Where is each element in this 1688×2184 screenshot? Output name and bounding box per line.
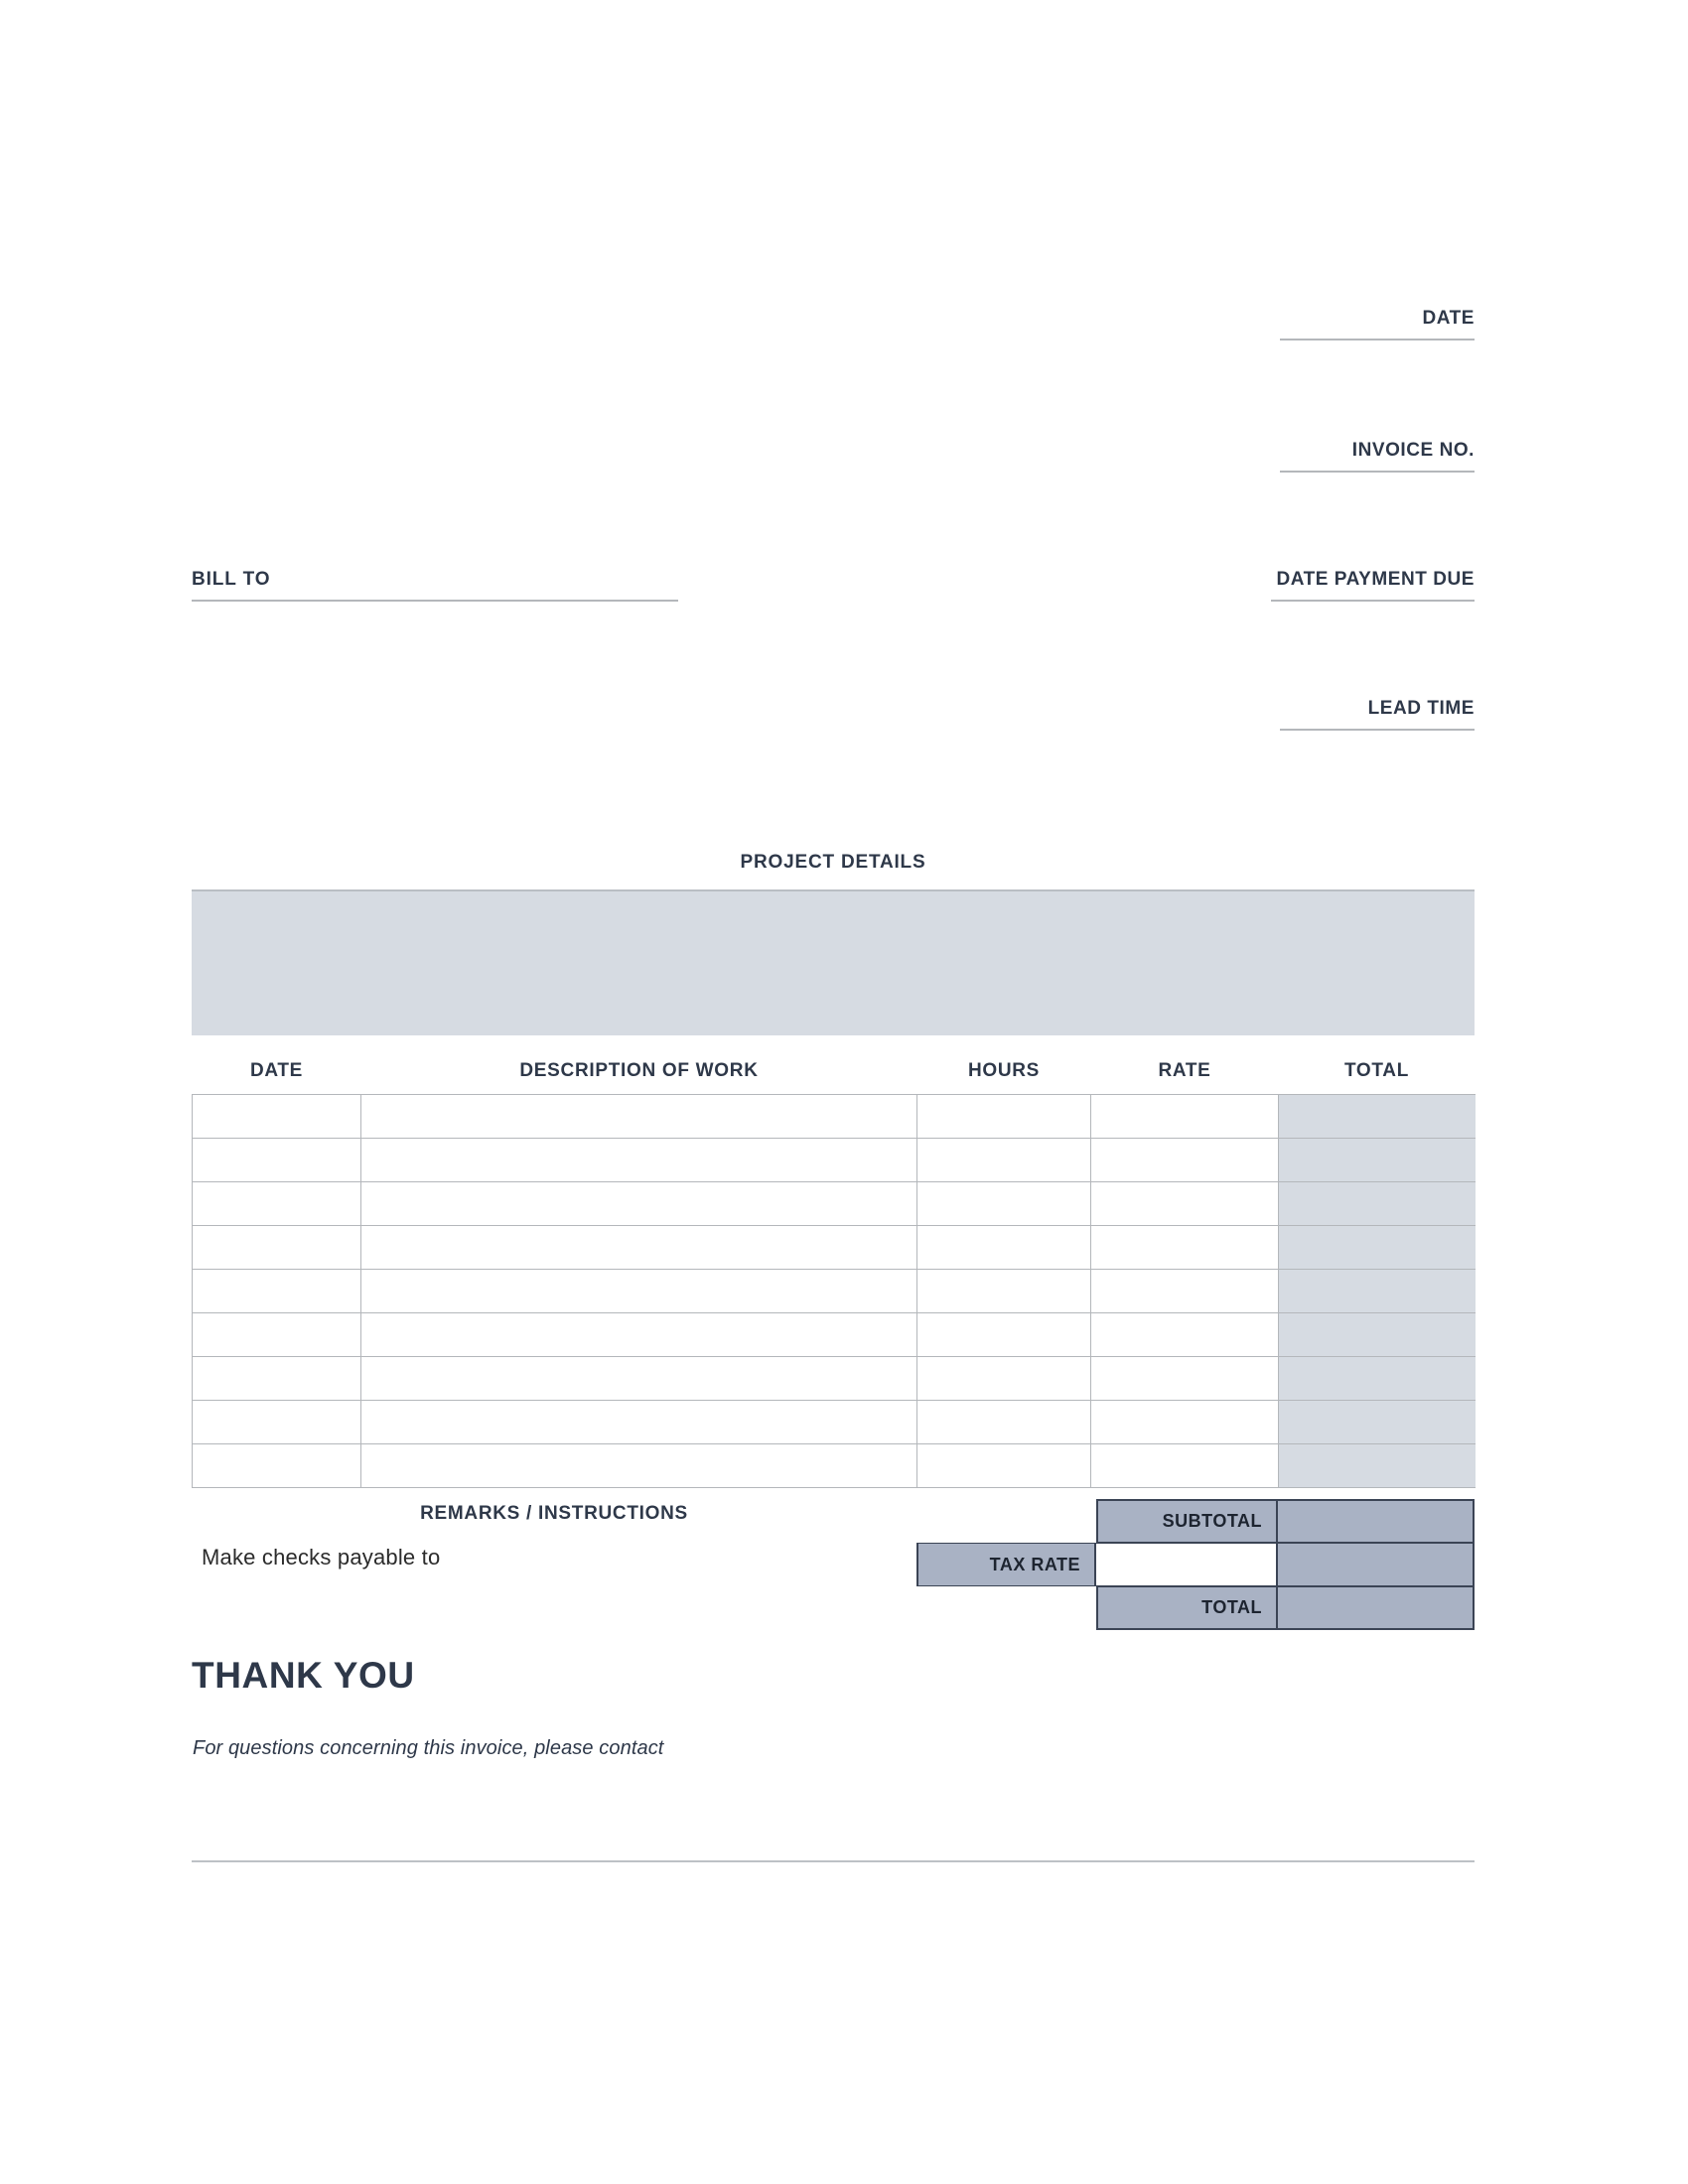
cell-total	[1279, 1444, 1476, 1488]
lead-time-label: LEAD TIME	[1367, 698, 1475, 719]
cell-date[interactable]	[193, 1139, 361, 1182]
cell-hours[interactable]	[917, 1095, 1091, 1139]
bill-to-label: BILL TO	[192, 569, 271, 590]
cell-rate[interactable]	[1091, 1313, 1279, 1357]
table-header-row	[193, 1060, 1476, 1095]
date-underline	[1280, 339, 1475, 341]
cell-rate[interactable]	[1091, 1401, 1279, 1444]
bill-to-field[interactable]	[192, 569, 678, 602]
column-header-total: TOTAL	[1343, 1060, 1410, 1081]
work-items-table	[192, 1060, 1475, 1488]
cell-rate[interactable]	[1091, 1270, 1279, 1313]
cell-total	[1279, 1226, 1476, 1270]
table-row	[193, 1139, 1476, 1182]
cell-total	[1279, 1357, 1476, 1401]
cell-date[interactable]	[193, 1270, 361, 1313]
column-header-description: DESCRIPTION OF WORK	[519, 1060, 759, 1081]
cell-hours[interactable]	[917, 1270, 1091, 1313]
tax-rate-label: TAX RATE	[916, 1543, 1096, 1586]
cell-date[interactable]	[193, 1444, 361, 1488]
table-row	[193, 1444, 1476, 1488]
table-body	[193, 1095, 1476, 1488]
cell-total	[1279, 1139, 1476, 1182]
cell-description[interactable]	[361, 1401, 917, 1444]
cell-description[interactable]	[361, 1313, 917, 1357]
column-header-date: DATE	[249, 1060, 304, 1081]
cell-total	[1279, 1095, 1476, 1139]
cell-date[interactable]	[193, 1313, 361, 1357]
cell-description[interactable]	[361, 1444, 917, 1488]
cell-date[interactable]	[193, 1357, 361, 1401]
total-spacer	[916, 1586, 1096, 1630]
subtotal-row	[916, 1499, 1475, 1543]
date-payment-due-underline	[1271, 600, 1475, 602]
cell-hours[interactable]	[917, 1444, 1091, 1488]
cell-hours[interactable]	[917, 1139, 1091, 1182]
tax-rate-input[interactable]	[1096, 1543, 1278, 1586]
cell-description[interactable]	[361, 1270, 917, 1313]
date-label: DATE	[1422, 308, 1475, 329]
date-field[interactable]	[1280, 308, 1475, 341]
table-row	[193, 1270, 1476, 1313]
column-header-rate: RATE	[1158, 1060, 1211, 1081]
cell-rate[interactable]	[1091, 1095, 1279, 1139]
date-payment-due-field[interactable]	[1271, 569, 1475, 602]
cell-total	[1279, 1270, 1476, 1313]
cell-hours[interactable]	[917, 1182, 1091, 1226]
table-row	[193, 1401, 1476, 1444]
invoice-no-field[interactable]	[1280, 440, 1475, 473]
payable-to-label[interactable]: Make checks payable to	[202, 1545, 441, 1570]
footer-divider	[192, 1860, 1475, 1862]
cell-description[interactable]	[361, 1357, 917, 1401]
thank-you-heading: THANK YOU	[192, 1655, 415, 1696]
remarks-title: REMARKS / INSTRUCTIONS	[420, 1503, 688, 1524]
table-row	[193, 1226, 1476, 1270]
lead-time-field[interactable]	[1280, 698, 1475, 731]
cell-rate[interactable]	[1091, 1182, 1279, 1226]
cell-rate[interactable]	[1091, 1444, 1279, 1488]
invoice-no-underline	[1280, 471, 1475, 473]
subtotal-spacer	[916, 1499, 1096, 1543]
cell-date[interactable]	[193, 1182, 361, 1226]
cell-description[interactable]	[361, 1182, 917, 1226]
cell-hours[interactable]	[917, 1401, 1091, 1444]
table-row	[193, 1182, 1476, 1226]
cell-hours[interactable]	[917, 1357, 1091, 1401]
project-details-input[interactable]	[192, 889, 1475, 1035]
cell-date[interactable]	[193, 1226, 361, 1270]
cell-total	[1279, 1182, 1476, 1226]
cell-hours[interactable]	[917, 1226, 1091, 1270]
total-row	[916, 1586, 1475, 1630]
cell-total	[1279, 1401, 1476, 1444]
cell-description[interactable]	[361, 1095, 917, 1139]
cell-date[interactable]	[193, 1401, 361, 1444]
tax-amount-value	[1278, 1543, 1475, 1586]
project-details-title: PROJECT DETAILS	[740, 852, 926, 873]
cell-date[interactable]	[193, 1095, 361, 1139]
contact-note: For questions concerning this invoice, please contact	[193, 1737, 664, 1759]
total-label: TOTAL	[1096, 1586, 1278, 1630]
lead-time-underline	[1280, 729, 1475, 731]
total-value	[1278, 1586, 1475, 1630]
cell-rate[interactable]	[1091, 1357, 1279, 1401]
cell-total	[1279, 1313, 1476, 1357]
invoice-no-label: INVOICE NO.	[1351, 440, 1475, 461]
bill-to-underline	[192, 600, 678, 602]
cell-description[interactable]	[361, 1139, 917, 1182]
totals-block	[916, 1499, 1475, 1630]
cell-description[interactable]	[361, 1226, 917, 1270]
table-row	[193, 1313, 1476, 1357]
cell-rate[interactable]	[1091, 1226, 1279, 1270]
tax-rate-row	[916, 1543, 1475, 1586]
cell-hours[interactable]	[917, 1313, 1091, 1357]
cell-rate[interactable]	[1091, 1139, 1279, 1182]
date-payment-due-label: DATE PAYMENT DUE	[1276, 569, 1475, 590]
table-row	[193, 1095, 1476, 1139]
subtotal-value	[1278, 1499, 1475, 1543]
column-header-hours: HOURS	[967, 1060, 1041, 1081]
subtotal-label: SUBTOTAL	[1096, 1499, 1278, 1543]
table-row	[193, 1357, 1476, 1401]
